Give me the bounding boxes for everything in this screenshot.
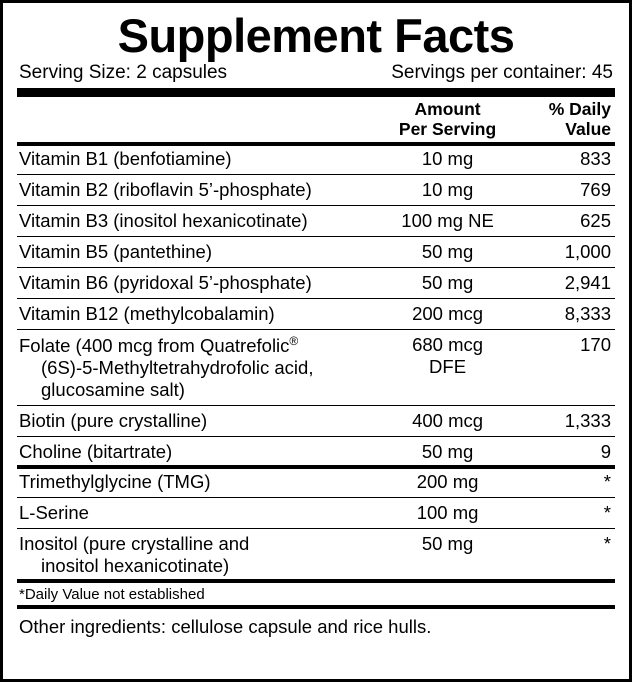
nutrition-table [17,97,615,141]
nutrient-amount: 50 mg [421,440,474,462]
header-amount [376,97,520,141]
table-row [17,500,615,526]
nutrient-name-line2: inositol hexanicotinate) [41,554,230,576]
nutrient-name-line2: (6S)-5-Methyltetrahydrofolic acid, [41,356,314,378]
nutrient-name: L-Serine [19,501,89,523]
table-row [17,301,615,327]
nutrient-dv: 8,333 [564,302,611,324]
nutrient-dv: * [603,501,611,523]
page-title: Supplement Facts [117,9,515,62]
nutrient-dv: * [603,532,611,554]
nutrient-amount-line1: 680 mcg [412,333,484,355]
nutrient-name-line3: glucosamine salt) [41,378,185,400]
nutrient-name-line1: Inositol (pure crystalline and [19,532,250,554]
header-dv-line2: Value [565,119,611,140]
nutrient-dv: 833 [580,147,611,169]
nutrient-name: Vitamin B12 (methylcobalamin) [19,302,275,324]
nutrient-name: Vitamin B1 (benfotiamine) [19,147,232,169]
nutrient-dv: 9 [600,440,611,462]
nutrient-name: Vitamin B6 (pyridoxal 5’-phosphate) [19,271,312,293]
nutrient-amount: 50 mg [421,240,474,262]
nutrient-amount: 200 mcg [412,302,484,324]
serving-info [17,62,615,87]
nutrient-amount: 100 mg NE [401,209,494,231]
nutrient-amount: 100 mg [416,501,479,523]
nutrient-name: Choline (bitartrate) [19,440,173,462]
serving-size: Serving Size: 2 capsules [19,62,228,84]
table-header-row [17,97,615,141]
nutrient-amount: 10 mg [421,147,474,169]
nutrient-dv: 625 [580,209,611,231]
registered-mark: ® [289,333,299,348]
nutrient-amount [376,332,520,403]
table-row [17,439,615,465]
nutrient-amount: 400 mcg [412,409,484,431]
header-dv-line1: % Daily [548,99,611,120]
nutrient-dv: 1,000 [564,240,611,262]
nutrient-amount-line2: DFE [429,355,467,377]
other-ingredients: Other ingredients: cellulose capsule and rice hulls. [19,615,432,637]
nutrient-dv: 2,941 [564,271,611,293]
header-blank [17,97,376,141]
nutrient-dv: 769 [580,178,611,200]
nutrient-amount: 50 mg [421,532,474,554]
other-nutrients-table [17,469,615,579]
nutrients-table [17,146,615,465]
table-row [17,408,615,434]
nutrient-name [17,332,376,403]
header-amount-line2: Per Serving [398,119,497,140]
table-row [17,332,615,403]
nutrient-name: Vitamin B5 (pantethine) [19,240,212,262]
nutrient-name: Vitamin B3 (inositol hexanicotinate) [19,209,308,231]
nutrient-dv: 170 [580,333,611,355]
daily-value-footnote: *Daily Value not established [19,585,205,603]
nutrient-name: Biotin (pure crystalline) [19,409,208,431]
divider-heavy-top [17,88,615,97]
nutrient-name: Vitamin B2 (riboflavin 5’-phosphate) [19,178,312,200]
nutrient-dv: * [603,470,611,492]
nutrient-amount: 200 mg [416,470,479,492]
nutrient-amount: 10 mg [421,178,474,200]
table-row [17,270,615,296]
table-row [17,239,615,265]
table-row [17,146,615,172]
nutrient-name: Trimethylglycine (TMG) [19,470,211,492]
table-row [17,208,615,234]
table-row [17,531,615,579]
table-row [17,469,615,495]
servings-per-container: Servings per container: 45 [391,62,613,84]
header-amount-line1: Amount [414,99,481,120]
nutrient-name [17,531,376,579]
nutrient-amount: 50 mg [421,271,474,293]
table-row [17,177,615,203]
header-daily-value [519,97,615,141]
nutrient-name-line1: Folate (400 mcg from Quatrefolic® [19,333,299,356]
nutrient-dv: 1,333 [564,409,611,431]
